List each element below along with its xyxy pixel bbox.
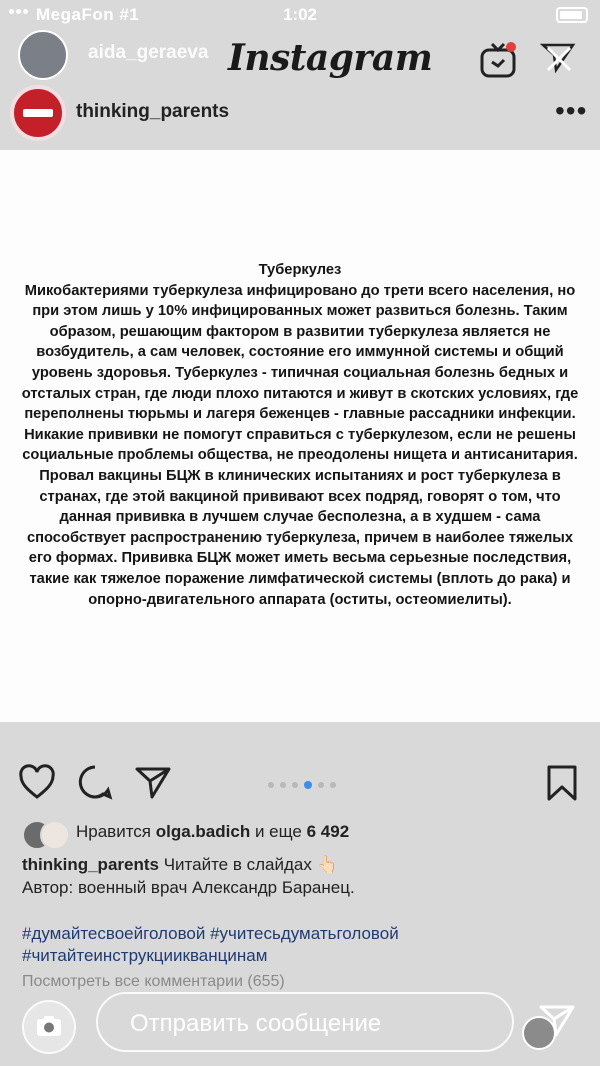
caption-author[interactable]: thinking_parents	[22, 855, 159, 874]
carousel-dot	[330, 782, 336, 788]
story-username[interactable]: aida_geraeva	[88, 42, 209, 63]
share-icon[interactable]	[134, 764, 172, 800]
comment-icon[interactable]	[77, 764, 113, 800]
carrier-label: MegaFon #1	[36, 5, 140, 24]
post-image-text	[0, 260, 600, 610]
like-heart-icon[interactable]	[18, 764, 56, 800]
post-image-title: Туберкулез	[258, 262, 342, 278]
caption-text: Читайте в слайдах 👆🏻	[163, 855, 338, 874]
post-caption	[22, 853, 582, 899]
carousel-dot	[280, 782, 286, 788]
likes-user[interactable]: olga.badich	[155, 822, 251, 841]
status-bar	[0, 0, 600, 30]
post-author-avatar[interactable]	[10, 85, 66, 141]
likes-summary[interactable]	[76, 822, 349, 842]
post-author-name[interactable]: thinking_parents	[76, 101, 230, 122]
clock: 1:02	[282, 5, 318, 24]
caption-line2: Автор: военный врач Александр Баранец.	[22, 878, 355, 897]
view-all-comments-link[interactable]: Посмотреть все комментарии (655)	[22, 973, 285, 990]
post-image-body: Микобактериями туберкулеза инфицировано до трети всего населения, но при этом лишь у 10% инфицированных может развиться болезнь. Таким образом, решающим фактором в развитии туберкулеза является не возбудитель, а сам человек, состояние его иммунной системы и общий уровень здоровья. Туберкулез - типичная социальная болезнь бедных и отсталых стран, где люди плохо питаются и живут в скотских условиях, где переполнены тюрьмы и лагеря беженцев - главные рассадники инфекции. Никакие прививки не помогут справиться с туберкулезом, если не решены социальные проблемы общества, не преодолены нищета и антисанитария. Провал вакцины БЦЖ в клинических испытаниях и рост туберкулеза в странах, где этой вакциной прививают всех подряд, говорят о том, что данная прививка в лучшем случае бесполезна, а в худшем - сама способствует распространению туберкулеза, причем в наиболее тяжелых его формах. Прививка БЦЖ может иметь весьма серьезные последствия, такие как тяжелое поражение лимфатической системы (вплоть до рака) и опорно-двигательного аппарата (оститы, остеомиелиты).	[21, 282, 579, 608]
carousel-indicator	[268, 781, 336, 789]
battery-icon	[556, 7, 588, 23]
likes-middle: и еще	[254, 822, 302, 841]
hashtag-line[interactable]: #читайтеинструкциикванцинам	[22, 946, 268, 965]
camera-icon	[24, 1002, 74, 1052]
send-direct-icon[interactable]	[538, 1002, 576, 1040]
hashtags	[22, 923, 582, 967]
likes-prefix: Нравится	[76, 822, 152, 841]
instagram-logo: Instagram	[228, 37, 433, 79]
carousel-dot	[292, 782, 298, 788]
hashtag-line[interactable]: #думайтесвоейголовой #учитесьдуматьголовой	[22, 924, 399, 943]
more-horizontal-icon[interactable]: •••	[555, 95, 588, 126]
carousel-dot-active	[304, 781, 312, 789]
post-image[interactable]	[0, 150, 600, 722]
camera-button[interactable]	[22, 1000, 76, 1054]
carousel-dot	[318, 782, 324, 788]
bookmark-icon[interactable]	[546, 764, 578, 802]
direct-close-icon[interactable]	[540, 40, 576, 76]
liker-avatar	[40, 820, 70, 850]
likes-count[interactable]: 6 492	[306, 822, 350, 841]
carousel-dot	[268, 782, 274, 788]
send-message-placeholder: Отправить сообщение	[130, 1010, 382, 1037]
story-avatar[interactable]	[18, 30, 68, 80]
igtv-icon[interactable]	[478, 40, 518, 80]
